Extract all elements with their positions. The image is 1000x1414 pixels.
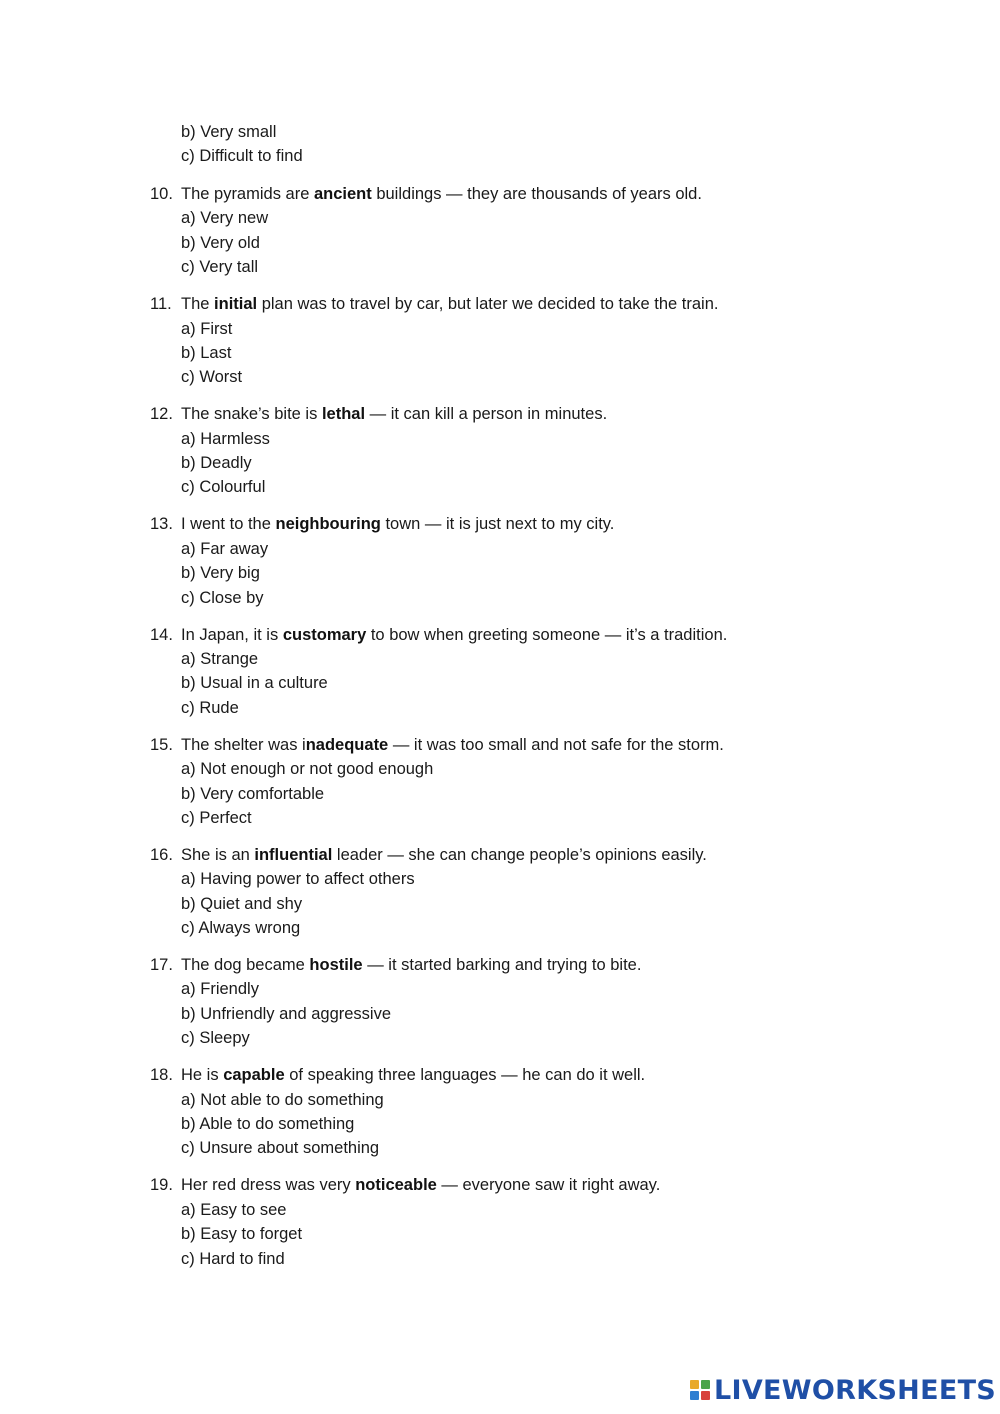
target-word: initial	[214, 295, 258, 314]
target-word: noticeable	[355, 1176, 437, 1195]
question-number: 19.	[150, 1176, 173, 1195]
question-text-before: In Japan, it is	[181, 625, 283, 644]
question-number: 13.	[150, 515, 173, 534]
option[interactable]: c) Colourful	[181, 478, 266, 497]
question-item	[150, 843, 850, 941]
option[interactable]: c) Sleepy	[181, 1029, 250, 1048]
target-word: nadequate	[305, 735, 389, 754]
target-word: hostile	[309, 956, 363, 975]
question-text	[150, 182, 850, 206]
question-text-before: The pyramids are	[181, 185, 314, 203]
question-text	[150, 292, 850, 316]
option[interactable]: c) Unsure about something	[181, 1139, 380, 1158]
target-word: customary	[282, 625, 367, 644]
option[interactable]: a) First	[181, 319, 233, 338]
question-item	[150, 953, 850, 1051]
question-text	[150, 1173, 850, 1197]
option[interactable]: a) Not enough or not good enough	[181, 760, 434, 779]
option[interactable]: b) Easy to forget	[181, 1225, 303, 1244]
option[interactable]: a) Strange	[181, 650, 259, 669]
question-number: 14.	[150, 625, 173, 644]
option[interactable]: a) Harmless	[181, 429, 270, 448]
option-list	[150, 206, 850, 279]
question-text	[150, 512, 850, 536]
question-text	[150, 843, 850, 867]
question-item	[150, 182, 850, 280]
question-item	[150, 512, 850, 610]
option[interactable]: b) Very old	[181, 233, 260, 252]
question-text-after: — everyone saw it right away.	[436, 1176, 661, 1195]
question-item	[150, 623, 850, 721]
option[interactable]: c) Worst	[181, 368, 243, 387]
option[interactable]: c) Close by	[181, 588, 264, 607]
option[interactable]: a) Having power to affect others	[181, 870, 415, 889]
question-text-after: plan was to travel by car, but later we decided to take the train.	[257, 295, 719, 314]
option[interactable]: c) Rude	[181, 698, 239, 717]
option[interactable]: c) Hard to find	[181, 1249, 285, 1268]
question-item	[150, 1173, 850, 1271]
question-number: 10.	[150, 185, 173, 203]
option-list	[150, 427, 850, 500]
logo-mark-icon	[690, 1380, 710, 1400]
question-item	[150, 733, 850, 831]
question-text	[150, 953, 850, 977]
target-word: capable	[223, 1066, 285, 1085]
question-number: 16.	[150, 845, 173, 864]
question-number: 15.	[150, 735, 173, 754]
target-word: influential	[254, 845, 333, 864]
question-text-before: He is	[181, 1066, 224, 1085]
question-item	[150, 402, 850, 500]
liveworksheets-logo	[690, 1374, 996, 1406]
question-text-before: The snake’s bite is	[181, 405, 322, 424]
option-list	[150, 757, 850, 830]
question-text-after: leader — she can change people’s opinions easily.	[332, 845, 707, 864]
question-text	[150, 1063, 850, 1087]
brand-name: LIVEWORKSHEETS	[714, 1374, 997, 1406]
question-text-after: of speaking three languages — he can do it well.	[284, 1066, 646, 1085]
question-text-after: — it was too small and not safe for the storm.	[388, 735, 724, 754]
option[interactable]: a) Friendly	[181, 980, 259, 999]
question-text-before: The shelter was i	[181, 735, 306, 754]
question-text	[150, 402, 850, 426]
option[interactable]: b) Quiet and shy	[181, 894, 303, 913]
option-list	[150, 1088, 850, 1161]
option[interactable]: a) Not able to do something	[181, 1090, 384, 1109]
option-list	[150, 1198, 850, 1271]
question-text	[150, 733, 850, 757]
option[interactable]: a) Easy to see	[181, 1200, 287, 1219]
question-item	[150, 292, 850, 390]
target-word: ancient	[313, 185, 372, 203]
target-word: neighbouring	[275, 515, 381, 534]
option[interactable]: c) Difficult to find	[181, 147, 303, 166]
question-text-before: The	[181, 295, 215, 314]
question-text-after: — it can kill a person in minutes.	[365, 405, 608, 424]
question-number: 12.	[150, 405, 173, 424]
question-text-after: — it started barking and trying to bite.	[362, 956, 642, 975]
question-list	[150, 182, 850, 1284]
option[interactable]: c) Very tall	[181, 258, 259, 277]
option[interactable]: b) Very big	[181, 564, 260, 583]
option[interactable]: b) Very comfortable	[181, 784, 325, 803]
option[interactable]: b) Unfriendly and aggressive	[181, 1004, 392, 1023]
question-text-before: Her red dress was very	[181, 1176, 356, 1195]
question-item	[150, 1063, 850, 1161]
option-list	[150, 647, 850, 720]
question-text-before: The dog became	[181, 956, 310, 975]
option[interactable]: c) Perfect	[181, 808, 252, 827]
carryover-options	[181, 120, 303, 169]
option[interactable]: a) Very new	[181, 209, 269, 228]
option[interactable]: b) Able to do something	[181, 1115, 355, 1134]
option[interactable]: c) Always wrong	[181, 919, 301, 938]
option[interactable]: b) Last	[181, 343, 232, 362]
question-text-before: She is an	[181, 845, 255, 864]
option[interactable]: a) Far away	[181, 539, 269, 558]
option[interactable]: b) Usual in a culture	[181, 674, 328, 693]
question-text-after: buildings — they are thousands of years old.	[371, 185, 702, 203]
target-word: lethal	[321, 405, 366, 424]
question-text-after: to bow when greeting someone — it’s a tradition.	[366, 625, 728, 644]
question-number: 18.	[150, 1066, 173, 1085]
option-list	[150, 977, 850, 1050]
option-list	[150, 867, 850, 940]
question-number: 17.	[150, 956, 173, 975]
option-list	[150, 537, 850, 610]
question-number: 11.	[150, 295, 172, 314]
question-text-before: I went to the	[181, 515, 276, 534]
option[interactable]: b) Deadly	[181, 454, 252, 473]
question-text-after: town — it is just next to my city.	[380, 515, 615, 534]
question-text	[150, 623, 850, 647]
option[interactable]: b) Very small	[181, 123, 277, 141]
option-list	[150, 317, 850, 390]
